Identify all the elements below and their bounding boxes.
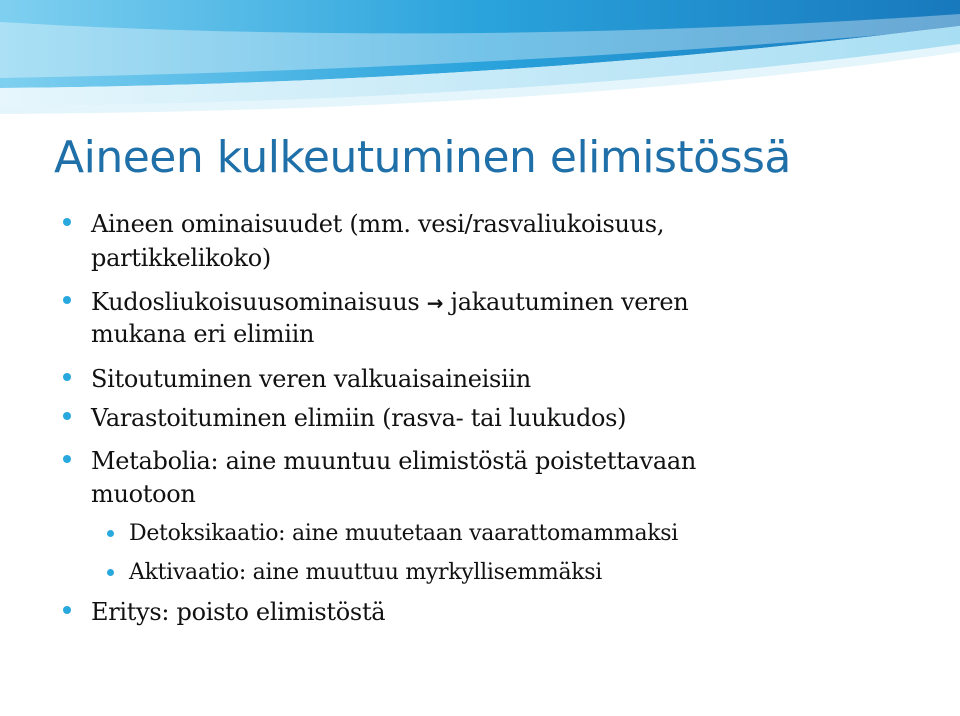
bullet-text [91, 286, 688, 319]
bullet-text-continued: muotoon [91, 480, 196, 508]
bullet-dot-icon [107, 569, 114, 576]
bullet-text: Eritys: poisto elimistöstä [91, 598, 386, 626]
slide-title: Aineen kulkeutuminen elimistössä [54, 132, 791, 183]
sub-bullet-text: Detoksikaatio: aine muutetaan vaarattomammaksi [129, 521, 679, 546]
bullet-dot-icon [107, 530, 114, 537]
bullet-text-part: jakautuminen veren [450, 288, 689, 316]
sub-bullet-text: Aktivaatio: aine muuttuu myrkyllisemmäksi [129, 560, 603, 585]
right-arrow-icon: → [426, 291, 444, 315]
bullet-text-continued: mukana eri elimiin [91, 320, 315, 348]
bullet-text-part: Kudosliukoisuusominaisuus [91, 288, 420, 316]
bullet-text: Metabolia: aine muuntuu elimistöstä poistettavaan [91, 447, 696, 475]
bullet-dot-icon [63, 606, 71, 614]
bullet-text-continued: partikkelikoko) [91, 244, 271, 272]
bullet-dot-icon [63, 373, 71, 381]
bullet-dot-icon [63, 455, 71, 463]
bullet-text: Sitoutuminen veren valkuaisaineisiin [91, 365, 531, 393]
bullet-text: Varastoituminen elimiin (rasva- tai luukudos) [91, 404, 627, 432]
bullet-dot-icon [63, 412, 71, 420]
bullet-dot-icon [63, 296, 71, 304]
bullet-text: Aineen ominaisuudet (mm. vesi/rasvaliukoisuus, [91, 210, 665, 238]
bullet-dot-icon [63, 218, 71, 226]
